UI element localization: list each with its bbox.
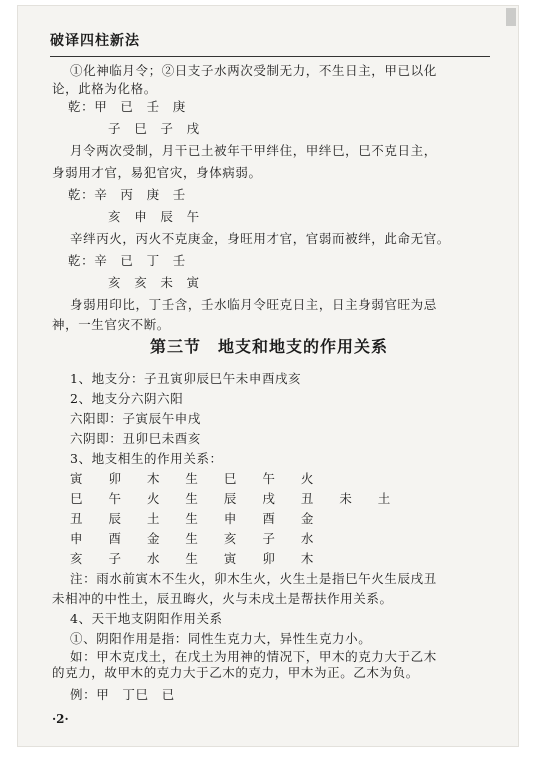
note-line: 未相冲的中性土，辰丑晦火，火与未戌土是帮扶作用关系。 — [52, 591, 393, 606]
section-line: 1、地支分：子丑寅卯辰巳午未申酉戌亥 — [70, 371, 302, 386]
body-line: 论，此格为化格。 — [52, 81, 157, 96]
section-heading: 第三节 地支和地支的作用关系 — [150, 337, 389, 356]
body-line: 月令两次受制，月干已土被年干甲绊住，甲绊巳，巳不克日主， — [70, 143, 437, 158]
pillar-line: 乾：甲 已 壬 庚 — [68, 99, 186, 114]
section-line: 六阴即：丑卯巳未酉亥 — [70, 431, 202, 446]
body-line: ①化神临月令；②日支子水两次受制无力，不生日主，甲已以化 — [70, 63, 437, 78]
header-rule — [50, 56, 490, 57]
pillar-line: 子 巳 子 戌 — [108, 121, 200, 136]
relation-row: 巳 午 火 生 辰 戌 丑 未 土 — [70, 491, 402, 506]
pillar-line: 乾：辛 已 丁 壬 — [68, 253, 186, 268]
relation-row: 丑 辰 土 生 申 酉 金 — [70, 511, 325, 526]
section-line: 2、地支分六阴六阳 — [70, 391, 184, 406]
relation-row: 寅 卯 木 生 巳 午 火 — [70, 471, 325, 486]
section-line: ①、阴阳作用是指：同性生克力大，异性生克力小。 — [70, 631, 372, 646]
pillar-line: 亥 亥 未 寅 — [108, 275, 200, 290]
relation-row: 申 酉 金 生 亥 子 水 — [70, 531, 325, 546]
body-line: 身弱用印比，丁壬含，壬水临月令旺克日主，日主身弱官旺为忌 — [70, 297, 437, 312]
section-line: 的克力，故甲木的克力大于乙木的克力，甲木为正。乙木为负。 — [52, 665, 419, 680]
body-line: 辛绊丙火，丙火不克庚金，身旺用才官，官弱而被绊，此命无官。 — [70, 231, 450, 246]
body-line: 身弱用才官，易犯官灾，身体病弱。 — [52, 165, 262, 180]
note-line: 注：雨水前寅木不生火，卯木生火，火生土是指巳午火生辰戌丑 — [70, 571, 437, 586]
pillar-line: 乾：辛 丙 庚 壬 — [68, 187, 186, 202]
section-line: 3、地支相生的作用关系： — [70, 451, 223, 466]
body-line: 神，一生官灾不断。 — [52, 317, 170, 332]
scan-corner-mark — [506, 8, 516, 26]
pillar-line: 亥 申 辰 午 — [108, 209, 200, 224]
page-number: ·2· — [52, 712, 69, 726]
example-line: 例：甲 丁巳 已 — [70, 687, 175, 702]
book-title: 破译四柱新法 — [50, 33, 140, 49]
section-line: 六阳即：子寅辰午申戌 — [70, 411, 202, 426]
section-line: 4、天干地支阴阳作用关系 — [70, 611, 223, 626]
example-line: 如：甲木克戊土，在戊土为用神的情况下，甲木的克力大于乙木 — [70, 649, 437, 664]
relation-row: 亥 子 水 生 寅 卯 木 — [70, 551, 325, 566]
